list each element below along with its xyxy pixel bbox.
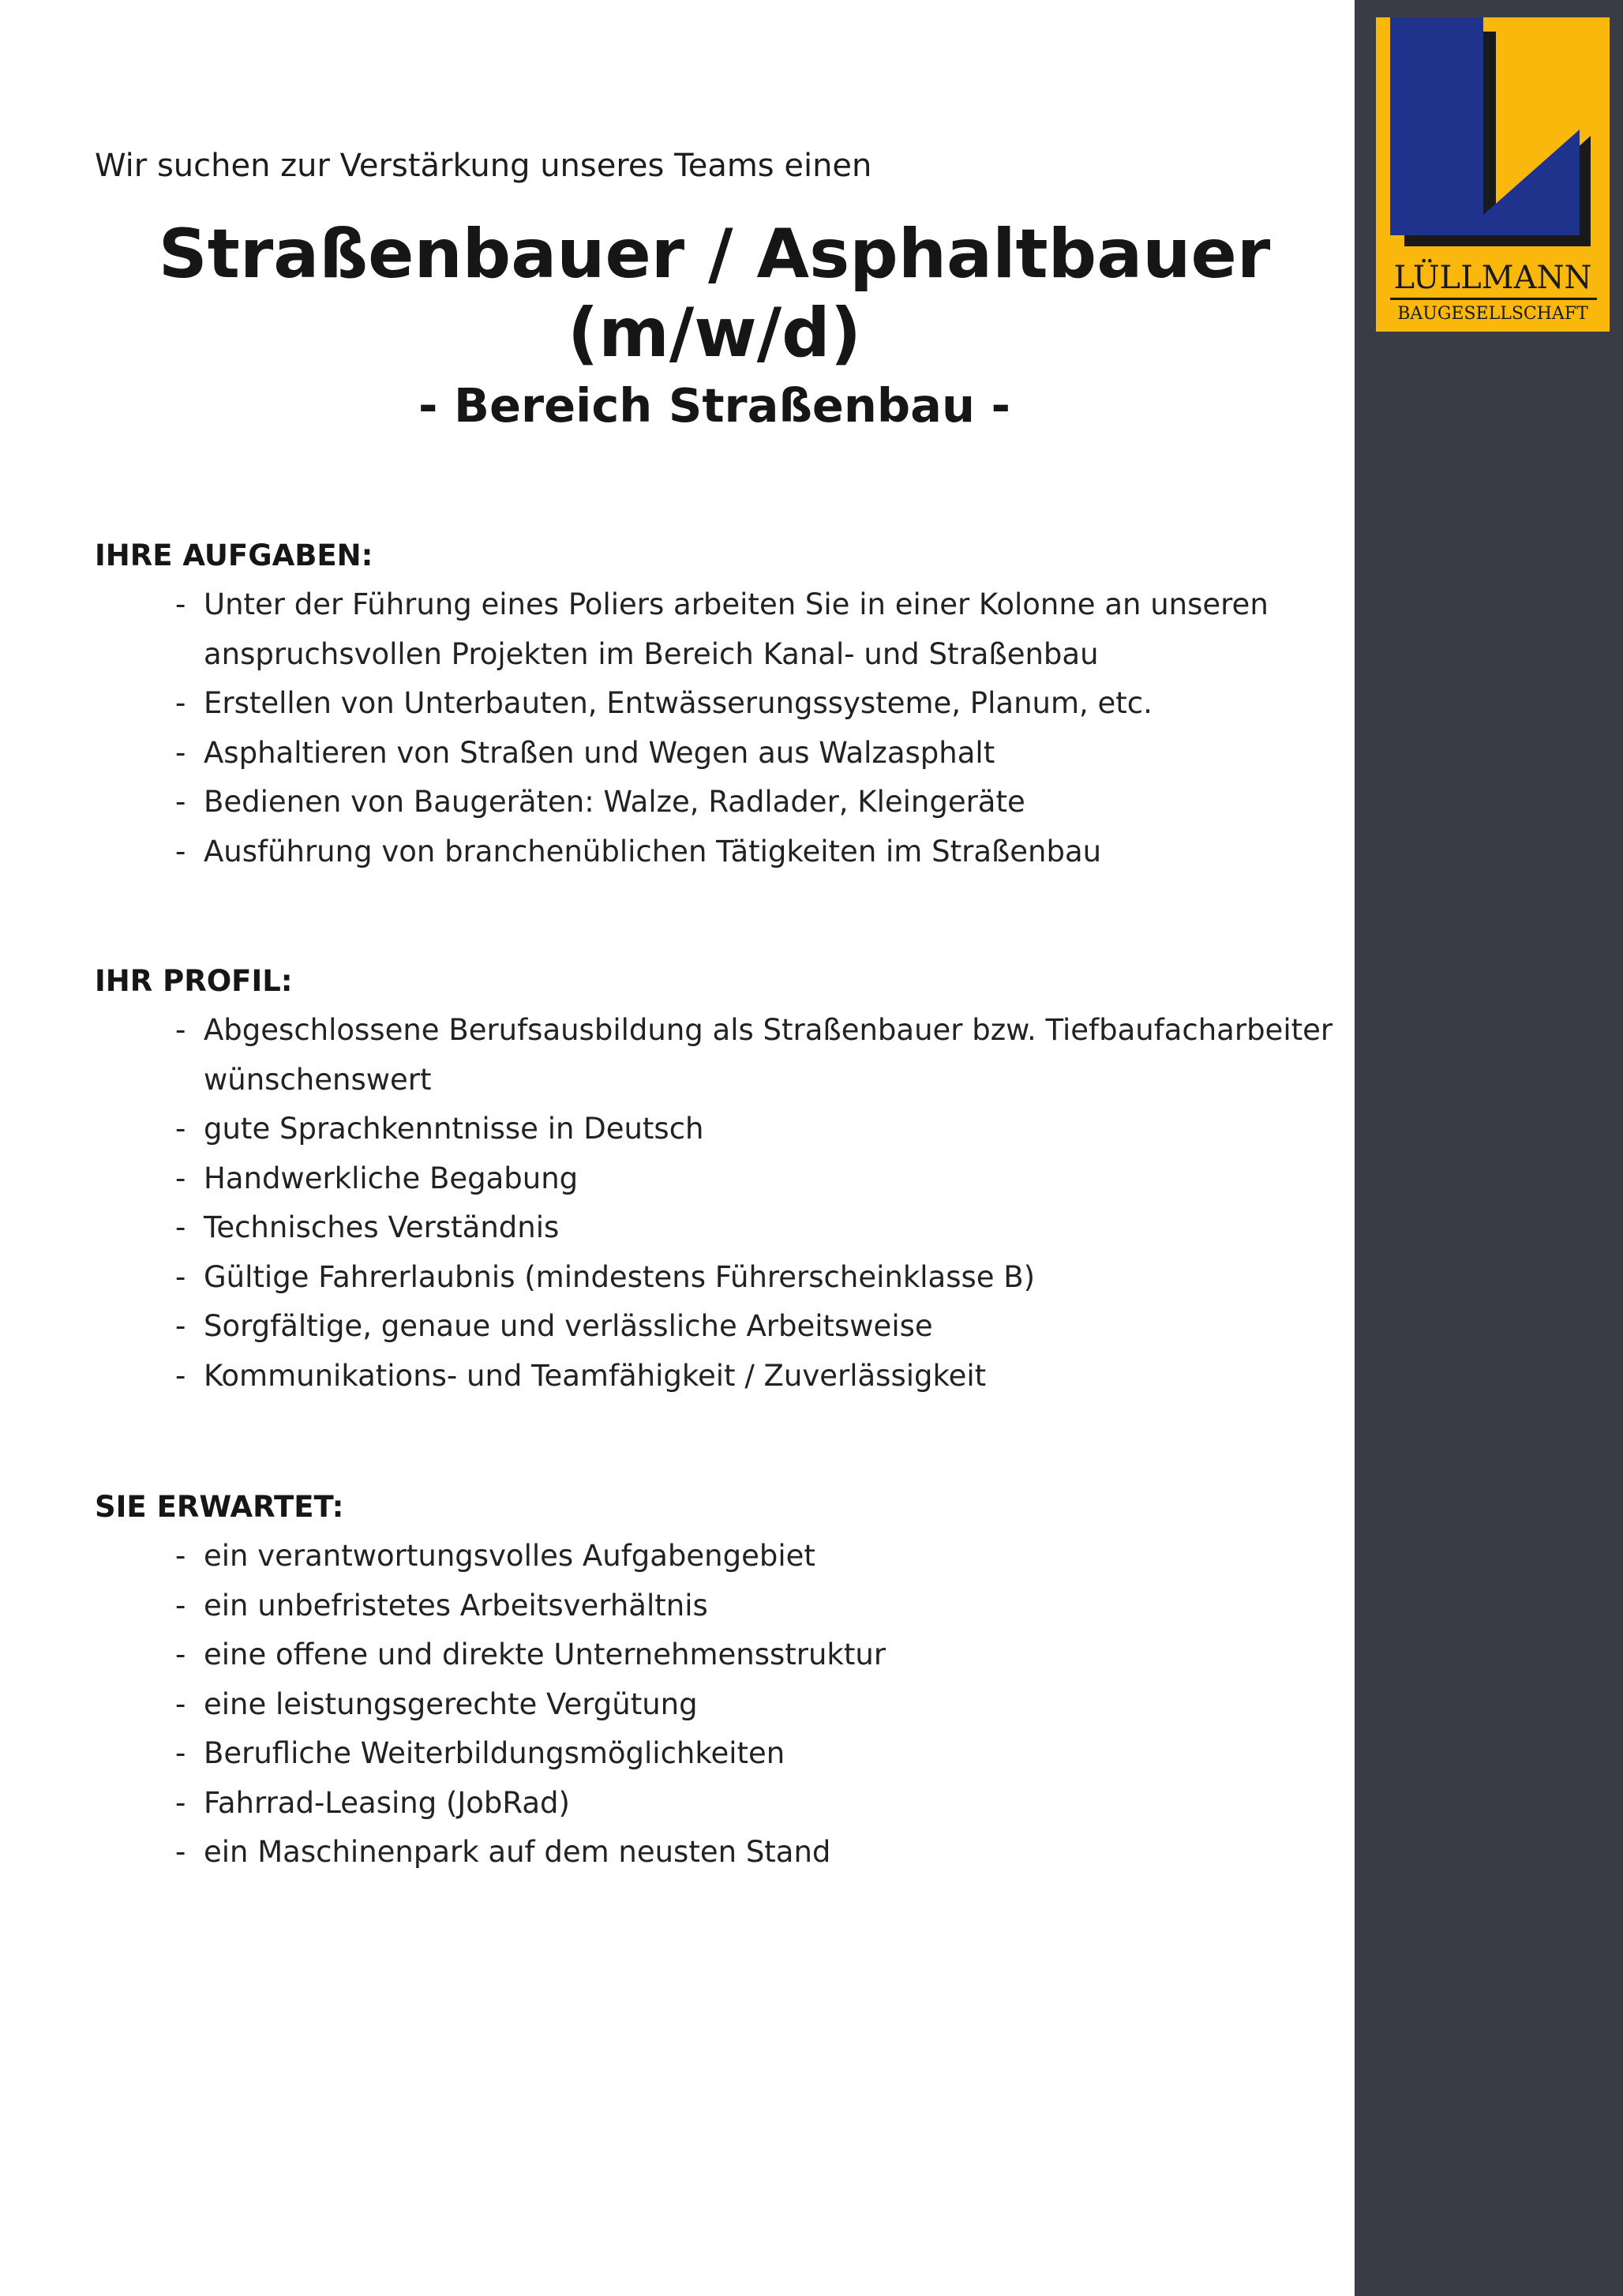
list-item-text: Unter der Führung eines Poliers arbeiten Sie in einer Kolonne an unseren anspruchsvollen Projekten im Bereich Kanal- und Straßenbau (204, 587, 1269, 671)
list-item: - Ausführung von branchenüblichen Tätigkeiten im Straßenbau (175, 834, 1102, 869)
list-item-text: Gültige Fahrerlaubnis (mindestens Führerscheinklasse B) (204, 1259, 1036, 1294)
profile-list (95, 1006, 1342, 1401)
sidebar-panel (1355, 0, 1623, 2296)
list-item-text: Erstellen von Unterbauten, Entwässerungssysteme, Planum, etc. (204, 686, 1153, 720)
section-heading: SIE ERWARTET: (95, 1490, 344, 1524)
list-item: - Erstellen von Unterbauten, Entwässerungssysteme, Planum, etc. (175, 686, 1153, 720)
list-item-text: Handwerkliche Begabung (204, 1161, 579, 1195)
list-item: - Bedienen von Baugeräten: Walze, Radlader, Kleingeräte (175, 785, 1025, 819)
list-item-text: Technisches Verständnis (204, 1210, 560, 1244)
section-aufgaben (95, 531, 1342, 876)
job-subtitle: - Bereich Straßenbau - (418, 378, 1010, 433)
logo-mark-icon (1376, 17, 1610, 254)
list-item-text: Fahrrad-Leasing (JobRad) (204, 1785, 570, 1820)
list-item-text: Asphaltieren von Straßen und Wegen aus Walzasphalt (204, 735, 995, 770)
list-item-text: Abgeschlossene Berufsausbildung als Straßenbauer bzw. Tiefbaufacharbeiter wünschenswert (204, 1013, 1333, 1097)
list-item: - Berufliche Weiterbildungsmöglichkeiten (175, 1736, 785, 1770)
section-heading: IHRE AUFGABEN: (95, 538, 373, 572)
benefits-list (95, 1532, 1342, 1878)
list-item-text: eine leistungsgerechte Vergütung (204, 1686, 698, 1721)
list-item-text: Ausführung von branchenüblichen Tätigkeiten im Straßenbau (204, 834, 1102, 869)
list-item: - Sorgfältige, genaue und verlässliche Arbeitsweise (175, 1309, 933, 1343)
list-item: - Fahrrad-Leasing (JobRad) (175, 1785, 570, 1820)
section-profil (95, 957, 1342, 1401)
list-item-text: ein unbefristetes Arbeitsverhältnis (204, 1588, 708, 1623)
list-item: - eine leistungsgerechte Vergütung (175, 1686, 698, 1721)
task-list (95, 580, 1342, 876)
list-item: - Kommunikations- und Teamfähigkeit / Zuverlässigkeit (175, 1358, 987, 1393)
company-logo (1376, 17, 1610, 332)
logo-name: LÜLLMANN (1393, 260, 1592, 296)
list-item: - ein unbefristetes Arbeitsverhältnis (175, 1588, 708, 1623)
list-item: - eine offene und direkte Unternehmensstruktur (175, 1638, 886, 1671)
list-item-text: eine offene und direkte Unternehmensstruktur (204, 1638, 886, 1671)
list-item-text: Bedienen von Baugeräten: Walze, Radlader, Kleingeräte (204, 785, 1025, 819)
list-item-text: ein verantwortungsvolles Aufgabengebiet (204, 1539, 815, 1573)
list-item: - ein Maschinenpark auf dem neusten Stand (175, 1835, 831, 1869)
logo-divider (1390, 298, 1597, 300)
list-item-text: ein Maschinenpark auf dem neusten Stand (204, 1835, 831, 1869)
list-item: - ein verantwortungsvolles Aufgabengebiet (175, 1539, 815, 1573)
list-item: - Technisches Verständnis (175, 1210, 560, 1244)
list-item-text: Sorgfältige, genaue und verlässliche Arbeitsweise (204, 1309, 933, 1343)
list-item: - Handwerkliche Begabung (175, 1161, 579, 1195)
list-item: - Asphaltieren von Straßen und Wegen aus Walzasphalt (175, 735, 995, 770)
list-item: - Unter der Führung eines Poliers arbeiten Sie in einer Kolonne an unseren anspruchsvollen Projekten im Bereich Kanal- und Straßenbau (175, 587, 1269, 671)
list-item-text: gute Sprachkenntnisse in Deutsch (204, 1112, 704, 1146)
list-item: - Gültige Fahrerlaubnis (mindestens Führerscheinklasse B) (175, 1259, 1036, 1294)
list-item: - gute Sprachkenntnisse in Deutsch (175, 1112, 704, 1146)
list-item: - Abgeschlossene Berufsausbildung als Straßenbauer bzw. Tiefbaufacharbeiter wünschenswert (175, 1013, 1333, 1097)
intro-text: Wir suchen zur Verstärkung unseres Teams einen (95, 148, 872, 184)
section-erwartet (95, 1483, 1342, 1878)
section-heading: IHR PROFIL: (95, 964, 293, 998)
list-item-text: Kommunikations- und Teamfähigkeit / Zuverlässigkeit (204, 1358, 987, 1393)
list-item-text: Berufliche Weiterbildungsmöglichkeiten (204, 1736, 785, 1770)
job-title: Straßenbauer / Asphaltbauer (m/w/d) (158, 215, 1271, 373)
logo-subtitle: BAUGESELLSCHAFT (1397, 304, 1588, 324)
